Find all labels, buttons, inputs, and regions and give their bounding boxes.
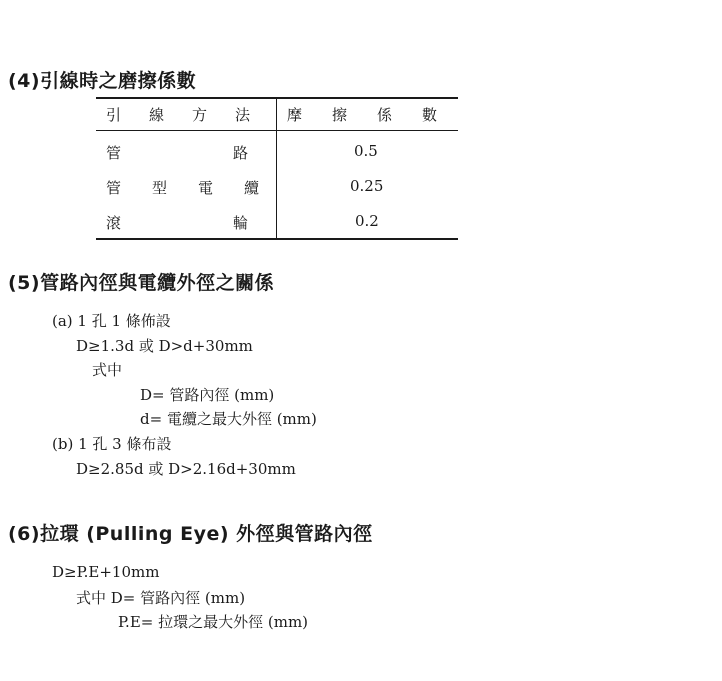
- table-row-method: 管型電纜: [106, 179, 291, 197]
- table-row-method: 管路: [106, 144, 361, 162]
- table-row-method: 滾輪: [106, 214, 361, 232]
- case-a-formula: D≥1.3d 或 D>d+30mm: [76, 337, 253, 355]
- header-method-text: 引線方法: [106, 106, 279, 124]
- table-top-rule: [96, 97, 458, 99]
- pulling-eye-formula: D≥P.E+10mm: [52, 563, 160, 581]
- definition-D-pipe: 式中 D= 管路內徑 (mm): [76, 589, 246, 607]
- table-header-method: [106, 104, 279, 125]
- where-label: 式中: [92, 361, 123, 379]
- table-header-rule: [96, 130, 458, 131]
- section-4-title: (4)引線時之磨擦係數: [8, 70, 197, 92]
- section-5-title: (5)管路內徑與電纜外徑之關係: [8, 272, 275, 294]
- case-a-label: (a) 1 孔 1 條佈設: [52, 312, 171, 330]
- table-row-coefficient: 0.5: [354, 142, 378, 160]
- definition-d: d= 電纜之最大外徑 (mm): [140, 410, 317, 428]
- case-b-label: (b) 1 孔 3 條布設: [52, 435, 172, 453]
- definition-D: D= 管路內徑 (mm): [140, 386, 275, 404]
- table-row-coefficient: 0.2: [355, 212, 379, 230]
- definition-PE: P.E= 拉環之最大外徑 (mm): [118, 613, 309, 631]
- section-6-title: (6)拉環 (Pulling Eye) 外徑與管路內徑: [8, 523, 373, 545]
- case-b-formula: D≥2.85d 或 D>2.16d+30mm: [76, 460, 296, 478]
- table-bottom-rule: [96, 238, 458, 240]
- table-header-coefficient: 摩擦係數: [287, 106, 468, 124]
- table-row-coefficient: 0.25: [350, 177, 384, 195]
